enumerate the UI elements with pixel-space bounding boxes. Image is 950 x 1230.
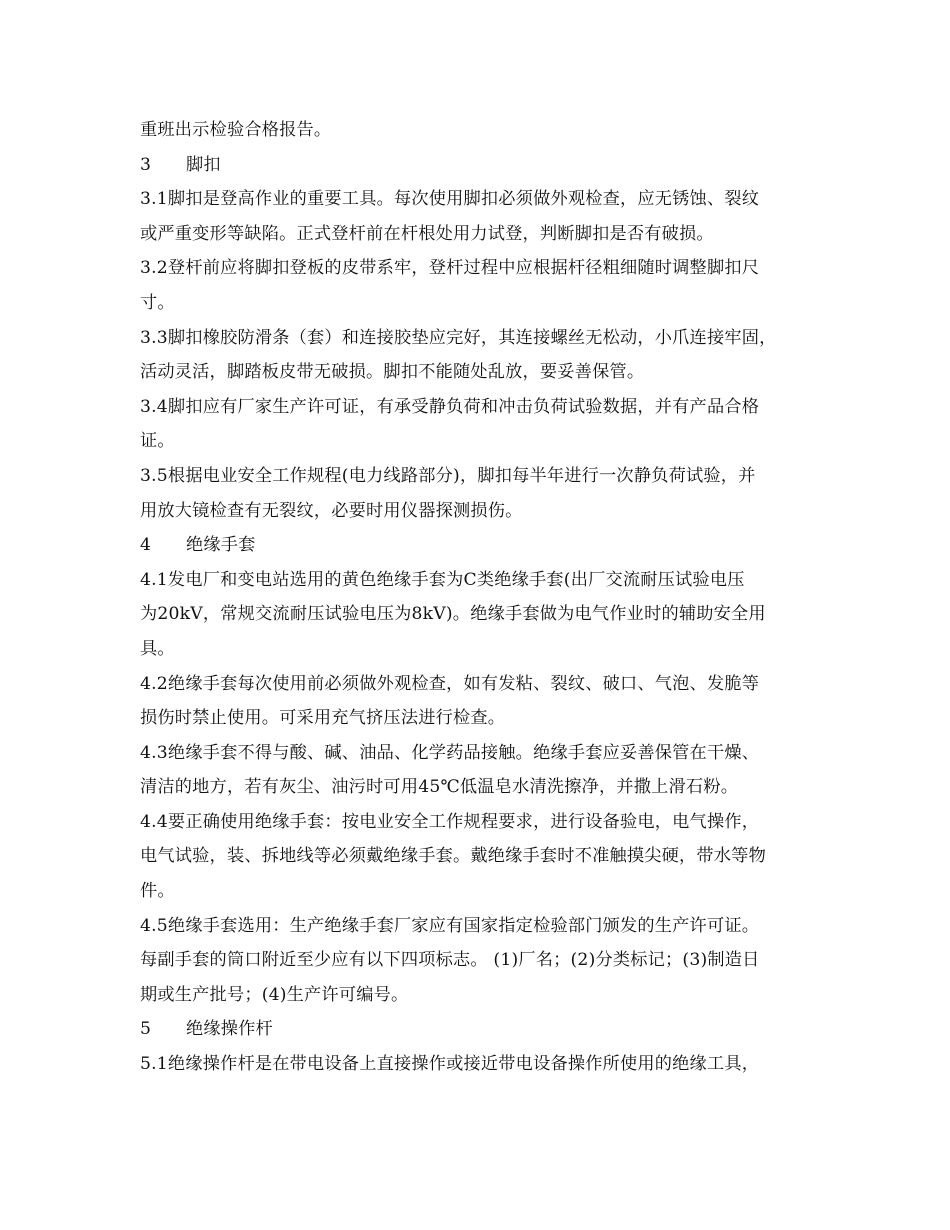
section-heading	[140, 148, 820, 183]
text-line: 4.5绝缘手套选用：生产绝缘手套厂家应有国家指定检验部门颁发的生产许可证。	[140, 915, 760, 936]
text-line: 件。	[140, 881, 175, 902]
text-line: 用放大镜检查有无裂纹，必要时用仪器探测损伤。	[140, 500, 523, 521]
section-number: 5	[140, 1019, 152, 1040]
text-line: 证。	[140, 431, 175, 452]
text-line: 每副手套的筒口附近至少应有以下四项标志。 (1)厂名；(2)分类标记；(3)制造日	[140, 950, 760, 971]
section-heading	[140, 1012, 820, 1047]
text-line: 3.1脚扣是登高作业的重要工具。每次使用脚扣必须做外观检查，应无锈蚀、裂纹	[140, 189, 760, 210]
text-line: 4.3绝缘手套不得与酸、碱、油品、化学药品接触。绝缘手套应妥善保管在干燥、	[140, 742, 760, 763]
text-line: 重班出示检验合格报告。	[140, 120, 332, 140]
document-body	[140, 113, 820, 1082]
section-title: 绝缘手套	[186, 535, 256, 556]
text-line: 具。	[140, 638, 175, 659]
text-line: 3.3脚扣橡胶防滑条（套）和连接胶垫应完好，其连接螺丝无松动，小爪连接牢固，	[140, 327, 777, 348]
text-line: 4.4要正确使用绝缘手套：按电业安全工作规程要求，进行设备验电，电气操作，	[140, 811, 760, 832]
section-title: 脚扣	[186, 154, 221, 175]
text-line: 或严重变形等缺陷。正式登杆前在杆根处用力试登，判断脚扣是否有破损。	[140, 223, 714, 244]
section-number: 3	[140, 154, 152, 175]
section-number: 4	[140, 535, 152, 556]
text-line: 清洁的地方，若有灰尘、油污时可用45℃低温皂水清洗擦净，并撒上滑石粉。	[140, 777, 739, 798]
section-title: 绝缘操作杆	[186, 1019, 273, 1040]
text-line: 3.5根据电业安全工作规程(电力线路部分)，脚扣每半年进行一次静负荷试验，并	[140, 465, 756, 486]
text-line: 3.4脚扣应有厂家生产许可证，有承受静负荷和冲击负荷试验数据，并有产品合格	[140, 396, 760, 417]
text-line: 4.2绝缘手套每次使用前必须做外观检查，如有发粘、裂纹、破口、气泡、发脆等	[140, 673, 760, 694]
text-line: 期或生产批号；(4)生产许可编号。	[140, 984, 409, 1005]
text-line: 损伤时禁止使用。可采用充气挤压法进行检查。	[140, 708, 506, 729]
text-line: 活动灵活，脚踏板皮带无破损。脚扣不能随处乱放，要妥善保管。	[140, 362, 645, 383]
text-line: 3.2登杆前应将脚扣登板的皮带系牢，登杆过程中应根据杆径粗细随时调整脚扣尺	[140, 258, 760, 279]
text-line: 5.1绝缘操作杆是在带电设备上直接操作或接近带电设备操作所使用的绝缘工具，	[140, 1054, 760, 1075]
text-line: 寸。	[140, 292, 175, 313]
text-line: 为20kV，常规交流耐压试验电压为8kV)。绝缘手套做为电气作业时的辅助安全用	[140, 604, 766, 625]
section-heading	[140, 528, 820, 563]
text-line: 4.1发电厂和变电站选用的黄色绝缘手套为C类绝缘手套(出厂交流耐压试验电压	[140, 569, 745, 590]
text-line: 电气试验，装、拆地线等必须戴绝缘手套。戴绝缘手套时不准触摸尖硬，带水等物	[140, 846, 766, 867]
